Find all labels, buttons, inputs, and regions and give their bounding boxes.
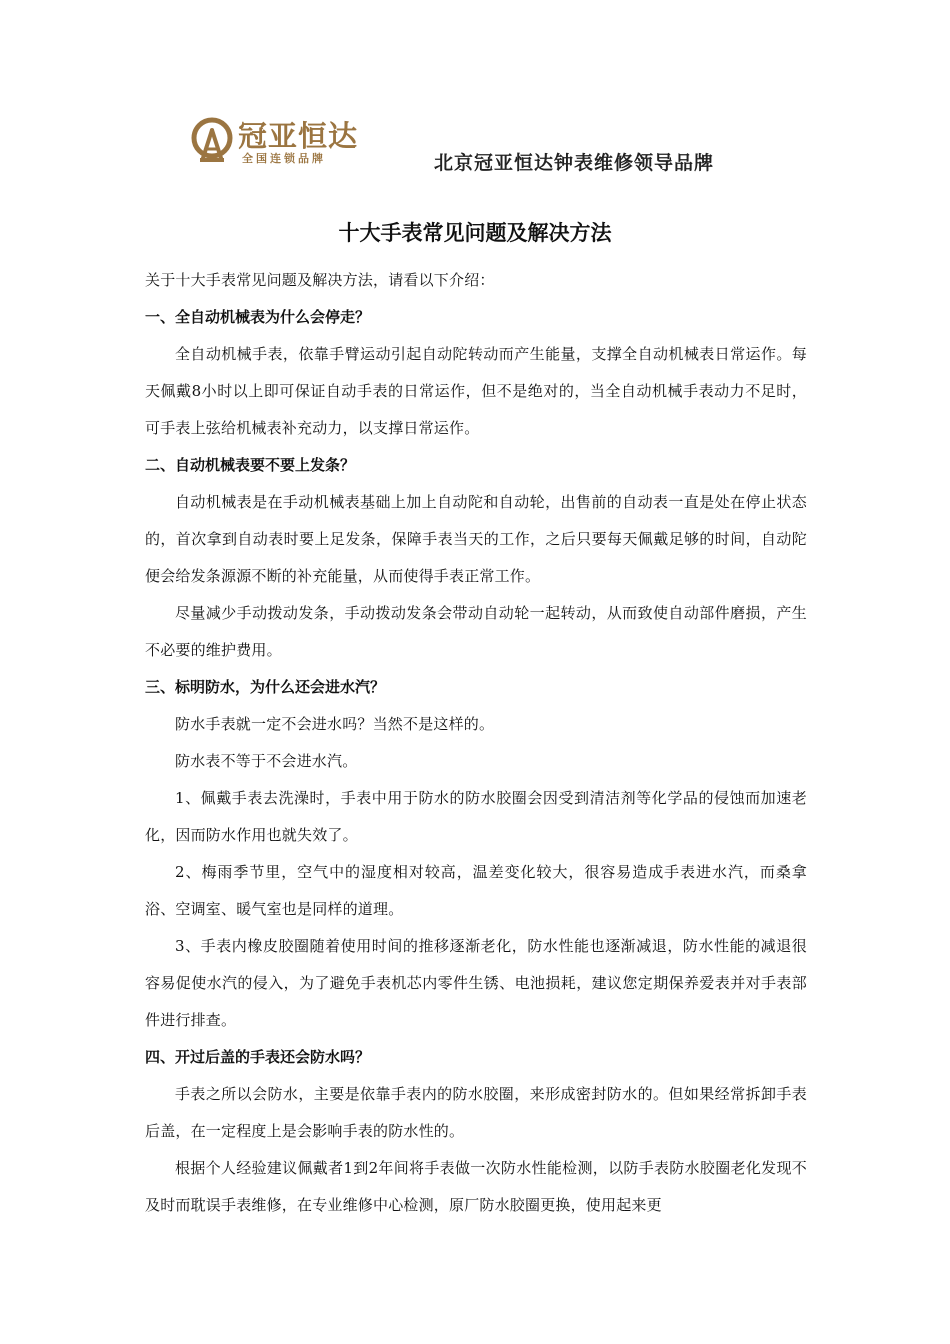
section-4: [145, 1039, 807, 1224]
section-heading: 二、自动机械表要不要上发条？: [145, 456, 356, 474]
brand-logo: [190, 116, 359, 172]
brand-logo-icon: [190, 116, 236, 166]
paragraph: 手表之所以会防水，主要是依靠手表内的防水胶圈，来形成密封防水的。但如果经常拆卸手表后盖，在一定程度上是会影响手表的防水性的。: [145, 1085, 807, 1140]
section-heading: 四、开过后盖的手表还会防水吗？: [145, 1048, 371, 1066]
paragraph: 自动机械表是在手动机械表基础上加上自动陀和自动轮，出售前的自动表一直是处在停止状态的，首次拿到自动表时要上足发条，保障手表当天的工作，之后只要每天佩戴足够的时间，自动陀便会给发条源源不断的补充能量，从而使得手表正常工作。: [145, 493, 807, 585]
document-body: [145, 262, 807, 1224]
paragraph: 全自动机械手表，依靠手臂运动引起自动陀转动而产生能量，支撑全自动机械表日常运作。每天佩戴8小时以上即可保证自动手表的日常运作，但不是绝对的，当全自动机械手表动力不足时，可手表上弦给机械表补充动力，以支撑日常运作。: [145, 345, 807, 437]
paragraph: 防水手表就一定不会进水吗？当然不是这样的。: [175, 715, 495, 733]
logo-name: 冠亚恒达: [238, 119, 359, 153]
logo-slogan: 全国连锁品牌: [242, 152, 326, 165]
section-1: [145, 299, 807, 447]
paragraph: 防水表不等于不会进水汽。: [175, 752, 358, 770]
paragraph: 尽量减少手动拨动发条，手动拨动发条会带动自动轮一起转动，从而致使自动部件磨损，产生不必要的维护费用。: [145, 604, 807, 659]
intro-paragraph: 关于十大手表常见问题及解决方法，请看以下介绍：: [145, 271, 495, 289]
brand-tagline: 北京冠亚恒达钟表维修领导品牌: [434, 152, 715, 174]
section-2: [145, 447, 807, 669]
document-title: 十大手表常见问题及解决方法: [338, 221, 612, 245]
paragraph: 3、手表内橡皮胶圈随着使用时间的推移逐渐老化，防水性能也逐渐减退，防水性能的减退很容易促使水汽的侵入，为了避免手表机芯内零件生锈、电池损耗，建议您定期保养爱表并对手表部件进行排查。: [145, 937, 807, 1029]
paragraph: 根据个人经验建议佩戴者1到2年间将手表做一次防水性能检测，以防手表防水胶圈老化发现不及时而耽误手表维修，在专业维修中心检测，原厂防水胶圈更换，使用起来更: [145, 1159, 807, 1214]
section-heading: 一、全自动机械表为什么会停走？: [145, 308, 371, 326]
section-3: [145, 669, 807, 1039]
section-heading: 三、标明防水，为什么还会进水汽？: [145, 678, 386, 696]
paragraph: 1、佩戴手表去洗澡时，手表中用于防水的防水胶圈会因受到清洁剂等化学品的侵蚀而加速老化，因而防水作用也就失效了。: [145, 789, 807, 844]
paragraph: 2、梅雨季节里，空气中的湿度相对较高，温差变化较大，很容易造成手表进水汽，而桑拿浴、空调室、暖气室也是同样的道理。: [145, 863, 807, 918]
